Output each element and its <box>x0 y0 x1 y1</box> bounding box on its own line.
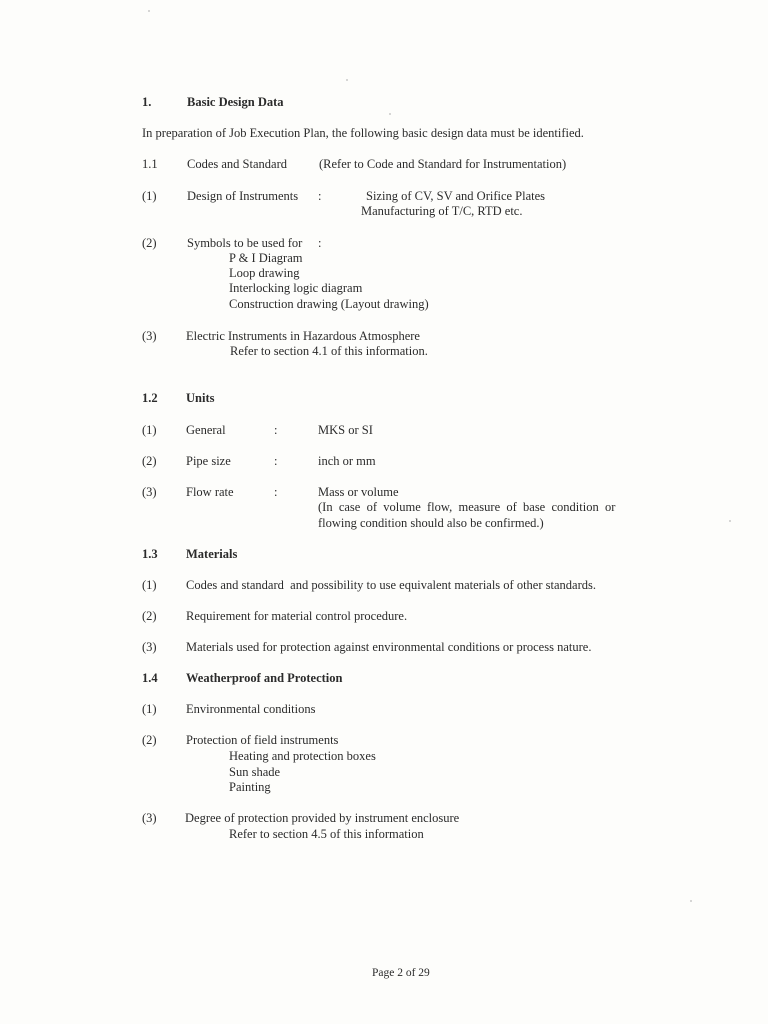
item-number: (2) <box>142 733 157 747</box>
item-value: Mass or volume <box>318 485 399 499</box>
item-sub-line: Construction drawing (Layout drawing) <box>229 297 429 311</box>
item-value-line: Manufacturing of T/C, RTD etc. <box>361 204 523 218</box>
item-number: (3) <box>142 329 157 343</box>
item-label: Design of Instruments <box>187 189 299 203</box>
item-value: MKS or SI <box>318 423 373 437</box>
item-number: (1) <box>142 189 157 203</box>
subsection-label: Codes and Standard <box>187 157 287 171</box>
item-text: Materials used for protection against environmental conditions or process nature. <box>186 640 592 654</box>
item-text: Degree of protection provided by instrument enclosure <box>185 811 460 825</box>
item-number: (2) <box>142 609 157 623</box>
item-colon: : <box>274 485 278 499</box>
subsection-number: 1.4 <box>142 671 158 685</box>
item-number: (1) <box>142 702 157 716</box>
item-sub-line: Heating and protection boxes <box>229 749 376 763</box>
item-colon: : <box>318 236 322 250</box>
item-label: General <box>186 423 226 437</box>
intro-paragraph: In preparation of Job Execution Plan, the following basic design data must be identified. <box>142 126 584 140</box>
item-number: (2) <box>142 236 157 250</box>
item-colon: : <box>274 423 278 437</box>
subsection-title: Units <box>186 391 215 405</box>
item-label: Pipe size <box>186 454 231 468</box>
item-sub-line: Refer to section 4.1 of this information. <box>230 344 428 358</box>
item-sub-line: P & I Diagram <box>229 251 303 265</box>
item-sub-line: Sun shade <box>229 765 281 779</box>
item-text: Requirement for material control procedure. <box>186 609 408 623</box>
item-sub-line: Interlocking logic diagram <box>229 281 363 295</box>
subsection-note: (Refer to Code and Standard for Instrumentation) <box>319 157 567 171</box>
item-sub-line: flowing condition should also be confirmed.) <box>318 516 544 530</box>
section-title: Basic Design Data <box>187 95 284 109</box>
item-text: Codes and standard and possibility to use equivalent materials of other standards. <box>186 578 596 592</box>
item-label: Flow rate <box>186 485 234 499</box>
item-number: (1) <box>142 423 157 437</box>
subsection-number: 1.2 <box>142 391 158 405</box>
item-number: (3) <box>142 640 157 654</box>
scan-speck <box>729 520 731 522</box>
item-number: (3) <box>142 811 157 825</box>
subsection-title: Weatherproof and Protection <box>186 671 343 685</box>
item-number: (2) <box>142 454 157 468</box>
page-number: Page 2 of 29 <box>372 967 430 979</box>
item-colon: : <box>274 454 278 468</box>
item-label: Electric Instruments in Hazardous Atmosphere <box>186 329 420 343</box>
scan-speck <box>690 900 692 902</box>
item-sub-line: Refer to section 4.5 of this information <box>229 827 424 841</box>
item-label: Symbols to be used for <box>187 236 303 250</box>
scan-speck <box>148 10 150 12</box>
section-number: 1. <box>142 95 152 109</box>
item-sub-line: Loop drawing <box>229 266 300 280</box>
item-colon: : <box>318 189 322 203</box>
item-number: (3) <box>142 485 157 499</box>
subsection-number: 1.1 <box>142 157 158 171</box>
item-number: (1) <box>142 578 157 592</box>
item-value: inch or mm <box>318 454 376 468</box>
subsection-title: Materials <box>186 547 238 561</box>
item-text: Environmental conditions <box>186 702 316 716</box>
item-text: Protection of field instruments <box>186 733 339 747</box>
subsection-number: 1.3 <box>142 547 158 561</box>
scan-speck <box>346 79 348 81</box>
item-value-line: Sizing of CV, SV and Orifice Plates <box>366 189 546 203</box>
item-sub-line: (In case of volume flow, measure of base condition or <box>318 500 616 514</box>
scan-speck <box>389 113 391 115</box>
item-sub-line: Painting <box>229 780 271 794</box>
